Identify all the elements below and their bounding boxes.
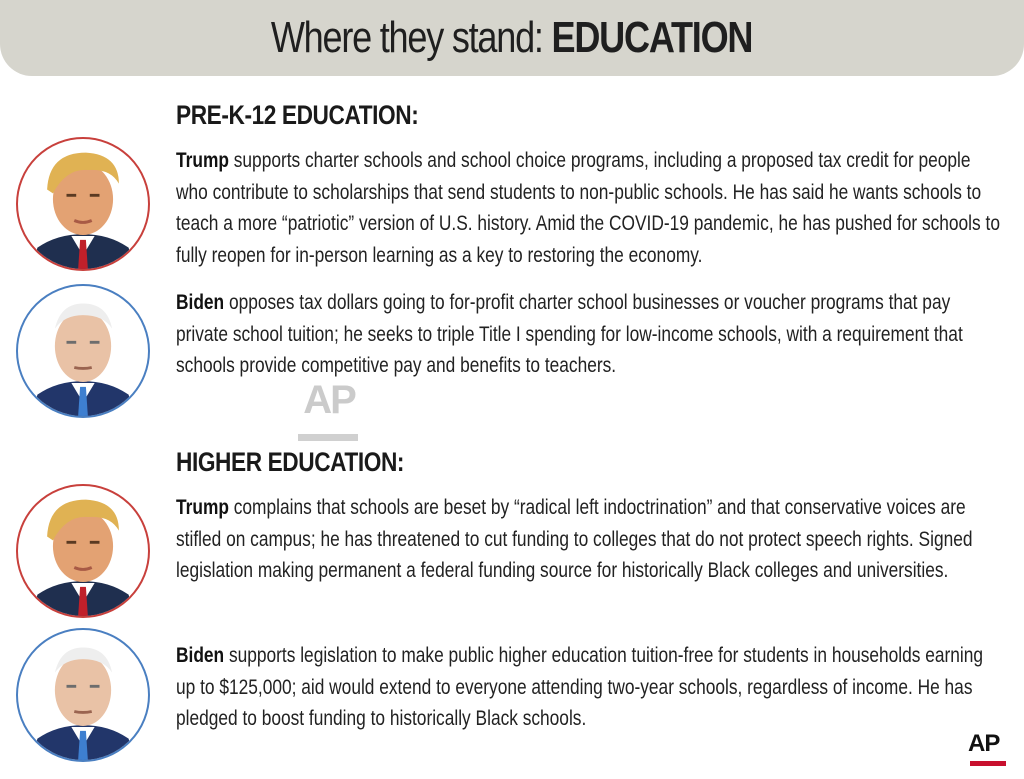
position-text: supports charter schools and school choice programs, including a proposed tax credit for people who contribute to scholarships that send students to non-public schools. He has said he wants schools to teach a more “patriotic” version of U.S. history. Amid the COVID-19 pandemic, he has pushed for schools to fully reopen for in-person learning as a key to restoring the economy. [176,149,1000,267]
page-title: Where they stand: EDUCATION [271,13,753,62]
ap-watermark-bar [298,434,358,441]
entry-prek12-biden [176,287,1001,382]
ap-watermark: AP [303,378,355,422]
header-banner [0,0,1024,76]
trump-portrait [16,137,150,271]
candidate-name: Trump [176,149,229,172]
biden-portrait [16,284,150,418]
position-text: opposes tax dollars going to for-profit charter school businesses or voucher programs that pay private school tuition; he seeks to triple Title I spending for low-income schools, with a requirement that schools provide competitive pay and benefits to teachers. [176,291,963,377]
candidate-name: Biden [176,291,225,314]
entry-higher-ed-trump [176,492,1001,587]
page-title-topic: EDUCATION [551,13,753,62]
trump-portrait [16,484,150,618]
position-text: supports legislation to make public higher education tuition-free for students in households earning up to $125,000; aid would extend to everyone attending two-year schools, regardless of income. He has pledged to boost funding to historically Black schools. [176,644,984,730]
entry-higher-ed-biden [176,640,1001,735]
entry-prek12-trump [176,145,1001,271]
section-heading-higher-ed: HIGHER EDUCATION: [176,447,405,477]
position-text: complains that schools are beset by “radical left indoctrination” and that conservative voices are stifled on campus; he has threatened to cut funding to colleges that do not protect speech rights. Signed legislation making permanent a federal funding source for historically Black colleges and universities. [176,496,973,582]
ap-logo-bar [970,761,1006,766]
biden-portrait [16,628,150,762]
candidate-name: Trump [176,496,229,519]
candidate-name: Biden [176,644,225,667]
ap-logo: AP [968,730,1000,757]
section-heading-prek12: PRE-K-12 EDUCATION: [176,100,419,130]
